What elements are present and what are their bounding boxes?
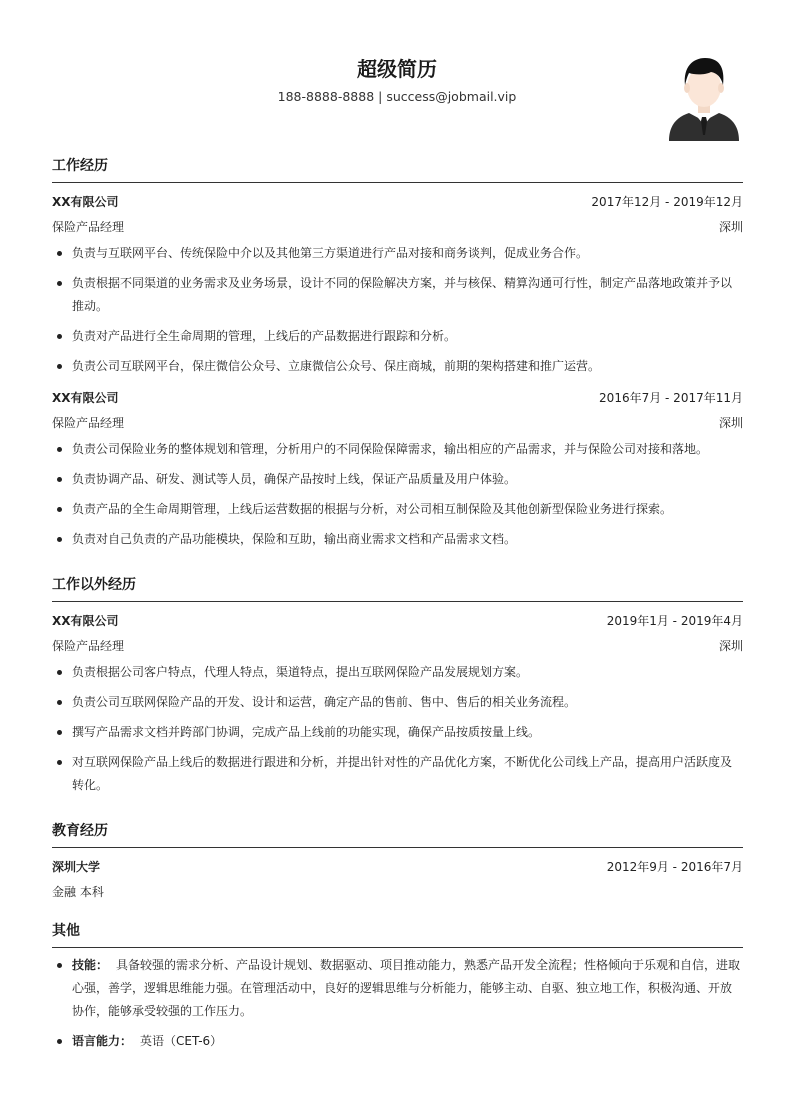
list-item: 负责公司保险业务的整体规划和管理，分析用户的不同保险保障需求，输出相应的产品需求，并与保险公司对接和落地。 (52, 438, 743, 461)
job-title: 保险产品经理 (52, 639, 125, 653)
location: 深圳 (718, 639, 743, 653)
bullet-list (52, 954, 743, 1053)
location: 深圳 (718, 416, 743, 430)
language-item (52, 1030, 743, 1053)
resume-header (0, 0, 794, 150)
list-item: 负责与互联网平台、传统保险中介以及其他第三方渠道进行产品对接和商务谈判，促成业务合作。 (52, 242, 743, 265)
location: 深圳 (718, 220, 743, 234)
work-experience-section (52, 155, 743, 551)
date-range: 2012年9月 - 2016年7月 (606, 860, 743, 874)
list-item: 负责协调产品、研发、测试等人员，确保产品按时上线，保证产品质量及用户体验。 (52, 468, 743, 491)
other-section (52, 920, 743, 1053)
section-title: 工作经历 (52, 155, 743, 183)
entry-subheader (52, 879, 743, 904)
bullet-list (52, 438, 743, 551)
entry-subheader (52, 214, 743, 239)
job-title: 保险产品经理 (52, 416, 125, 430)
list-item: 负责产品的全生命周期管理，上线后运营数据的根据与分析，对公司相互制保险及其他创新型保险业务进行探索。 (52, 498, 743, 521)
date-range: 2017年12月 - 2019年12月 (591, 195, 743, 209)
language-label: 语言能力： (72, 1034, 133, 1048)
list-item: 负责根据不同渠道的业务需求及业务场景，设计不同的保险解决方案，并与核保、精算沟通可行性，制定产品落地政策并予以推动。 (52, 272, 743, 318)
entry-subheader (52, 633, 743, 658)
date-range: 2019年1月 - 2019年4月 (606, 614, 743, 628)
list-item: 负责对自己负责的产品功能模块，保险和互助，输出商业需求文档和产品需求文档。 (52, 528, 743, 551)
entry-header (52, 608, 743, 633)
bullet-list (52, 661, 743, 797)
education-section (52, 820, 743, 904)
list-item: 负责根据公司客户特点，代理人特点，渠道特点，提出互联网保险产品发展规划方案。 (52, 661, 743, 684)
bullet-list (52, 242, 743, 378)
candidate-name: 超级简历 (357, 57, 437, 81)
entry-header (52, 189, 743, 214)
list-item: 负责对产品进行全生命周期的管理，上线后的产品数据进行跟踪和分析。 (52, 325, 743, 348)
skills-label: 技能： (72, 958, 109, 972)
entry-subheader (52, 410, 743, 435)
major-degree: 金融 本科 (52, 885, 104, 899)
section-title: 教育经历 (52, 820, 743, 848)
list-item: 负责公司互联网保险产品的开发、设计和运营，确定产品的售前、售中、售后的相关业务流程。 (52, 691, 743, 714)
company-name: XX有限公司 (52, 391, 119, 405)
extra-experience-section (52, 574, 743, 797)
entry-header (52, 854, 743, 879)
resume-body (52, 155, 743, 1060)
list-item: 撰写产品需求文档并跨部门协调，完成产品上线前的功能实现，确保产品按质按量上线。 (52, 721, 743, 744)
job-title: 保险产品经理 (52, 220, 125, 234)
entry-header (52, 385, 743, 410)
list-item: 对互联网保险产品上线后的数据进行跟进和分析，并提出针对性的产品优化方案，不断优化公司线上产品，提高用户活跃度及转化。 (52, 751, 743, 797)
avatar (667, 55, 741, 141)
company-name: XX有限公司 (52, 614, 119, 628)
section-title: 其他 (52, 920, 743, 948)
date-range: 2016年7月 - 2017年11月 (599, 391, 743, 405)
company-name: XX有限公司 (52, 195, 119, 209)
skills-text: 具备较强的需求分析、产品设计规划、数据驱动、项目推动能力，熟悉产品开发全流程；性格倾向于乐观和自信，进取心强，善学，逻辑思维能力强。在管理活动中，良好的逻辑思维与分析能力，能够主动、自驱、独立地工作，积极沟通、开放协作，能够承受较强的工作压力。 (72, 958, 741, 1018)
school-name: 深圳大学 (52, 860, 101, 874)
language-text: 英语（CET-6） (140, 1034, 223, 1048)
section-title: 工作以外经历 (52, 574, 743, 602)
skills-item (52, 954, 743, 1023)
contact-info: 188-8888-8888 | success@jobmail.vip (277, 89, 517, 104)
list-item: 负责公司互联网平台，保庄微信公众号、立康微信公众号、保庄商城，前期的架构搭建和推广运营。 (52, 355, 743, 378)
